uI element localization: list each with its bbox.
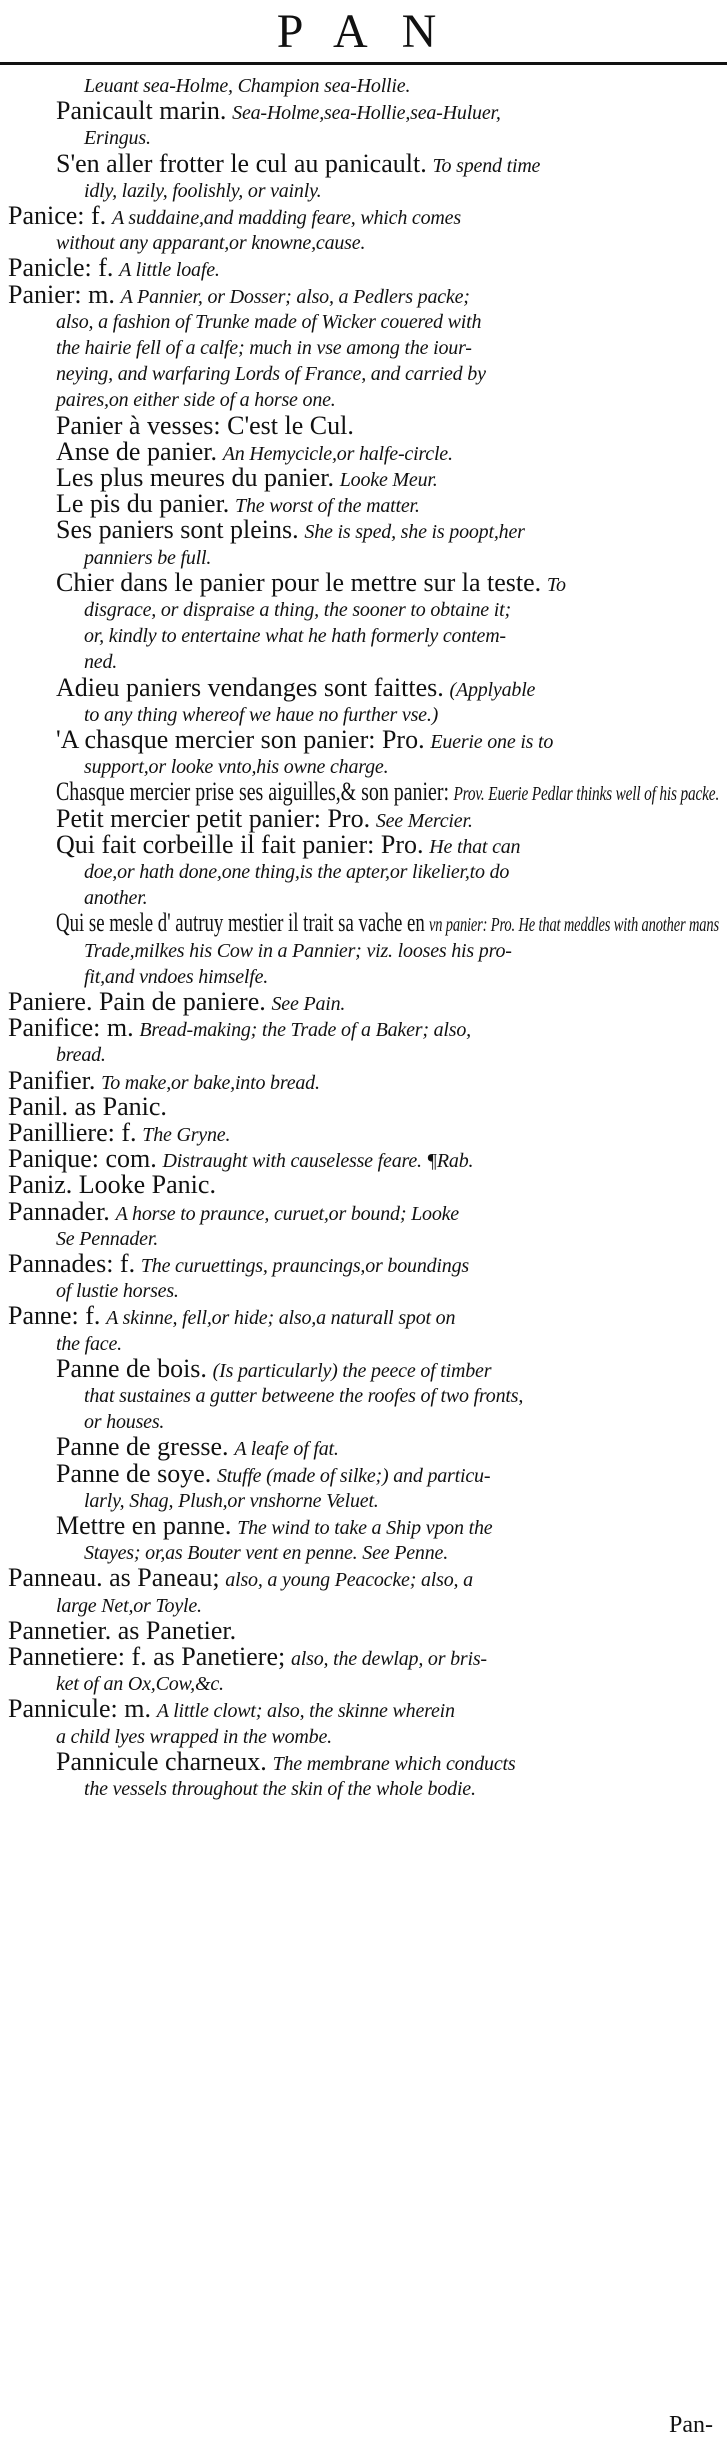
headword: Qui fait corbeille il fait panier: Pro. [56,829,424,859]
gloss: A little loafe. [119,259,220,282]
entry-continuation-line [84,1487,379,1514]
gloss: another. [84,887,148,910]
gloss: To make,or bake,into bread. [101,1071,320,1094]
entry-first-line [8,1196,459,1227]
entry-first-line [8,1091,167,1121]
entry-continuation-line [56,1330,122,1357]
entry-first-line [8,1172,216,1199]
gloss: Eringus. [84,127,151,150]
gloss: idly, lazily, foolishly, or vainly. [84,179,322,202]
entry-first-line [56,98,501,126]
entry-continuation-line [56,1277,179,1304]
headword: Adieu paniers vendanges sont faittes. [56,672,444,702]
gloss: to any thing whereof we haue no further vse.) [84,703,439,726]
headword: Panique: com. [8,1144,157,1174]
gloss: Euerie one is to [430,731,554,753]
entry-continuation-line [84,1775,476,1802]
gloss: the face. [56,1332,122,1355]
entry-first-line [56,1458,491,1489]
gloss: A horse to praunce, curuet,or bound; Looke [115,1202,459,1225]
headword: Pannader. [8,1196,110,1226]
headword: Panier à vesses: C'est le Cul. [56,410,354,440]
headword: Chier dans le panier pour le mettre sur la teste. [56,567,542,597]
gloss: Se Pennader. [56,1227,159,1250]
gloss: Trade,milkes his Cow in a Pannier; viz. looses his pro- [84,939,512,962]
entry-first-line [56,1746,516,1777]
entry-continuation-line [56,1592,202,1619]
gloss: See Mercier. [375,809,473,832]
entry-continuation-line [84,1382,523,1409]
gloss: Stayes; or,as Bouter vent en penne. See Penne. [84,1542,449,1565]
entry-continuation-line [56,308,481,335]
entry-first-line [8,1015,471,1043]
gloss: (Is particularly) the peece of timber [212,1359,492,1382]
headword: Panne de gresse. [56,1432,229,1462]
gloss: The Gryne. [142,1124,231,1146]
catchword: Pan- [669,2412,713,2438]
gloss: Leuant sea-Holme, Champion sea-Hollie. [84,75,411,97]
gloss: the hairie fell of a calfe; much in vse among the iour- [56,337,472,359]
gloss: Looke Meur. [339,469,438,491]
gloss: support,or looke vnto,his owne charge. [84,756,389,779]
entry-continuation-line [84,937,512,964]
gloss: A leafe of fat. [234,1438,339,1461]
gloss: larly, Shag, Plush,or vnshorne Veluet. [84,1489,379,1512]
entry-continuation-line [56,386,336,413]
entry-continuation-line [84,753,388,780]
entry-continuation-line [56,229,365,256]
headword: Chasque mercier prise ses aiguilles,& son panier: [56,777,450,807]
headword: Anse de panier. [56,436,218,466]
headword: Panilliere: f. [8,1118,137,1147]
gloss: also, a fashion of Trunke made of Wicker couered with [56,310,482,333]
gloss: The membrane which conducts [272,1752,516,1775]
gloss: Stuffe (made of silke;) and particu- [217,1464,491,1487]
gloss: doe,or hath done,one thing,is the apter,or likelier,to do [84,861,510,883]
entry-first-line [56,410,354,440]
entry-first-line [56,1513,492,1541]
gloss: A Pannier, or Dosser; also, a Pedlers packe; [120,285,470,308]
headword: Panne de bois. [56,1353,207,1383]
gloss: ket of an Ox,Cow,&c. [56,1673,224,1696]
gloss: or houses. [84,1411,165,1434]
gloss: Prov. Euerie Pedlar thinks well of his packe. [453,783,720,806]
gloss: neying, and warfaring Lords of France, and carried by [56,363,486,386]
entry-continuation-line [84,963,268,990]
gloss: The worst of the matter. [235,495,420,518]
gloss: paires,on either side of a horse one. [56,389,336,412]
gloss: (Applyable [449,678,536,701]
entry-continuation-line [84,1408,164,1435]
entry-continuation-line [84,596,511,623]
gloss: Distraught with causelesse feare. ¶Rab. [162,1150,474,1173]
gloss: fit,and vndoes himselfe. [84,965,269,988]
entry-continuation-line [84,177,321,204]
entry-continuation-line [84,1539,448,1566]
gloss: A suddaine,and madding feare, which comes [111,207,461,229]
gloss: A little clowt; also, the skinne wherein [156,1700,455,1723]
headword: Qui se mesle d' autruy mestier il trait sa vache en [56,908,425,938]
entry-first-line [8,1615,237,1645]
entry-first-line [56,148,541,179]
entry-first-line [8,279,470,310]
entry-continuation-line [56,360,486,387]
entry-continuation-line [84,622,506,649]
gloss: The wind to take a Ship vpon the [237,1517,493,1539]
gloss: Bread-making; the Trade of a Baker; also, [139,1019,471,1042]
headword: Panier: m. [8,279,115,309]
gloss: The curuettings, prauncings,or boundings [140,1255,469,1277]
headword: Panicault marin. [56,96,227,126]
headword: Panifier. [8,1065,96,1095]
gloss: To [546,573,566,596]
headword: Paniere. Pain de paniere. [8,987,266,1016]
gloss: or, kindly to entertaine what he hath formerly contem- [84,625,506,648]
entry-continuation-line [84,544,211,571]
gloss: Sea-Holme,sea-Hollie,sea-Huluer, [232,102,501,125]
headword: Panne de soye. [56,1458,212,1488]
entry-continuation-line [84,701,438,728]
gloss: He that can [429,835,521,858]
entry-first-line [56,727,553,755]
entry-continuation-line [84,124,151,151]
headword: Panneau. as Paneau; [8,1563,220,1593]
gloss: vn panier: Pro. He that meddles with another mans [428,914,719,937]
gloss: large Net,or Toyle. [56,1594,202,1617]
headword: Pannetiere: f. as Panetiere; [8,1642,286,1671]
entry-continuation-line [84,858,509,885]
headword: Panil. as Panic. [8,1091,167,1121]
gloss: An Hemycicle,or halfe-circle. [222,442,453,465]
headword: Ses paniers sont pleins. [56,515,299,545]
entry-first-line [56,567,566,598]
entry-first-line [56,829,521,860]
entry-first-line [84,72,410,99]
gloss: panniers be full. [84,546,212,569]
gloss: To spend time [432,154,541,177]
gloss: a child lyes wrapped in the wombe. [56,1725,332,1748]
entry-continuation-line [84,884,147,911]
headword: Pannades: f. [8,1249,136,1278]
headword: Paniz. Looke Panic. [8,1170,216,1200]
running-head: PAN [276,5,471,58]
gloss: of lustie horses. [56,1280,179,1303]
entry-first-line [8,1251,469,1279]
gloss: ned. [84,651,118,674]
headword: Pannetier. as Panetier. [8,1615,237,1645]
entry-continuation-line [56,1723,332,1750]
entry-first-line [8,1696,455,1724]
gloss: that sustaines a gutter betweene the roofes of two fronts, [84,1385,524,1407]
entry-first-line [56,517,525,545]
headword: Le pis du panier. [56,489,230,519]
entry-first-line [8,1644,487,1672]
entry-continuation-line [56,334,472,361]
entry-first-line [8,1303,455,1331]
headword: Mettre en panne. [56,1511,232,1540]
gloss: disgrace, or dispraise a thing, the sooner to obtaine it; [84,599,511,621]
headword: Panifice: m. [8,1013,134,1043]
header-rule [0,62,727,65]
entry-first-line [8,203,461,231]
gloss: She is sped, she is poopt,her [304,521,525,544]
headword: Panicle: f. [8,253,114,283]
headword: Les plus meures du panier. [56,463,334,492]
headword: Panne: f. [8,1301,101,1331]
gloss: also, the dewlap, or bris- [290,1648,487,1670]
gloss: also, a young Peacocke; also, a [225,1569,473,1592]
gloss: bread. [56,1044,106,1067]
entry-continuation-line [84,648,117,675]
entry-first-line [8,1565,473,1593]
entry-first-line [56,672,536,703]
entry-continuation-line [56,1670,224,1697]
headword: Panice: f. [8,201,107,230]
entry-first-line [56,1353,492,1384]
page-header [0,0,727,66]
gloss: A skinne, fell,or hide; also,a naturall spot on [106,1307,456,1330]
gloss: See Pain. [271,993,346,1015]
headword: Petit mercier petit panier: Pro. [56,803,371,833]
headword: 'A chasque mercier son panier: Pro. [56,725,425,754]
entry-continuation-line [56,1225,158,1252]
headword: Pannicule: m. [8,1694,151,1724]
entry-first-line [56,910,719,938]
gloss: the vessels throughout the skin of the whole bodie. [84,1778,476,1800]
entry-continuation-line [56,1041,106,1068]
headword: Pannicule charneux. [56,1746,267,1776]
headword: S'en aller frotter le cul au panicault. [56,148,427,178]
gloss: without any apparant,or knowne,cause. [56,232,366,255]
